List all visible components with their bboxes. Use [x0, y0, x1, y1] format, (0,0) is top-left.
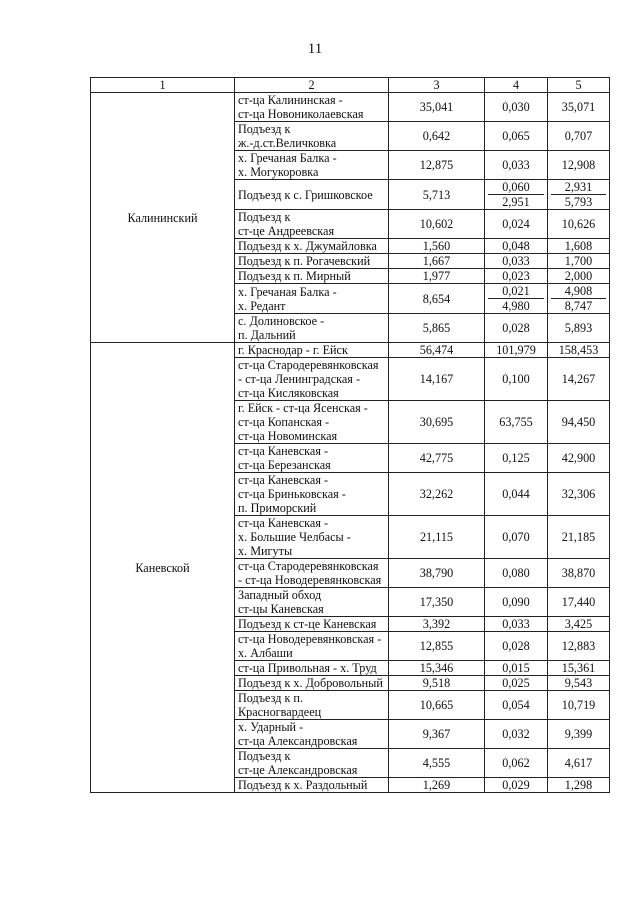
col5-value: 12,908	[548, 151, 610, 180]
road-name-line: п. Приморский	[238, 501, 317, 515]
col4-value: 0,048	[485, 239, 548, 254]
road-name-cell	[235, 676, 389, 691]
road-name-cell	[235, 239, 389, 254]
road-name-line: Подъезд к х. Добровольный	[238, 676, 383, 690]
road-name-line: - ст-ца Новодеревянковская	[238, 573, 382, 587]
road-name-line: г. Ейск - ст-ца Ясенская -	[238, 401, 368, 415]
road-name-line: ст-ца Калининская -	[238, 93, 343, 107]
road-name-line: ст-це Александровская	[238, 763, 358, 777]
col5-value: 12,883	[548, 632, 610, 661]
col4-value: 0,028	[485, 314, 548, 343]
col4-split-cell	[485, 180, 548, 210]
road-name-line: Подъезд к	[238, 122, 291, 136]
col3-value: 9,518	[389, 676, 485, 691]
col4-value: 0,032	[485, 720, 548, 749]
road-name-line: ст-ца Новодеревянковская -	[238, 632, 382, 646]
col4-value: 0,080	[485, 559, 548, 588]
col5-value: 4,908	[564, 284, 593, 298]
header-col-5: 5	[548, 78, 610, 93]
road-name-line: Красногвардеец	[238, 705, 322, 719]
col4-value: 0,028	[485, 632, 548, 661]
col4-value: 0,025	[485, 676, 548, 691]
col5-value: 42,900	[548, 444, 610, 473]
col5-value: 9,543	[548, 676, 610, 691]
road-name-line: х. Гречаная Балка -	[238, 151, 337, 165]
col3-value: 21,115	[389, 516, 485, 559]
road-name-line: Подъезд к ст-це Каневская	[238, 617, 377, 631]
col5-value: 21,185	[548, 516, 610, 559]
col5-split-cell	[548, 180, 610, 210]
road-name-cell	[235, 617, 389, 632]
col5-value: 15,361	[548, 661, 610, 676]
col3-value: 9,367	[389, 720, 485, 749]
road-name-line: Подъезд к х. Джумайловка	[238, 239, 377, 253]
split-stack	[488, 180, 544, 209]
road-name-line: Подъезд к п. Мирный	[238, 269, 351, 283]
road-name-line: ж.-д.ст.Величковка	[238, 136, 337, 150]
col5-value: 2,000	[548, 269, 610, 284]
road-name-line: ст-ца Александровская	[238, 734, 358, 748]
col3-value: 38,790	[389, 559, 485, 588]
road-name-cell	[235, 632, 389, 661]
col3-value: 5,865	[389, 314, 485, 343]
col5-value: 3,425	[548, 617, 610, 632]
col3-value: 12,875	[389, 151, 485, 180]
road-name-cell	[235, 473, 389, 516]
road-name-line: Западный обход	[238, 588, 322, 602]
road-name-line: х. Албаши	[238, 646, 293, 660]
col3-value: 5,713	[389, 180, 485, 210]
col4-value: 0,023	[485, 269, 548, 284]
col5-value: 4,617	[548, 749, 610, 778]
col3-value: 10,665	[389, 691, 485, 720]
road-name-line: х. Большие Челбасы -	[238, 530, 351, 544]
road-name-cell	[235, 284, 389, 314]
road-name-cell	[235, 778, 389, 793]
col5-value: 32,306	[548, 473, 610, 516]
col4-value: 4,980	[488, 298, 544, 313]
col4-value: 63,755	[485, 401, 548, 444]
col3-value: 0,642	[389, 122, 485, 151]
col3-value: 1,560	[389, 239, 485, 254]
road-name-line: ст-ца Привольная - х. Труд	[238, 661, 377, 675]
col5-value: 9,399	[548, 720, 610, 749]
road-name-line: с. Долиновское -	[238, 314, 325, 328]
road-name-cell	[235, 516, 389, 559]
district-cell: Калининский	[91, 93, 235, 343]
col4-value: 0,033	[485, 617, 548, 632]
table-row	[91, 93, 610, 122]
road-name-line: х. Ударный -	[238, 720, 304, 734]
road-name-cell	[235, 401, 389, 444]
col3-value: 14,167	[389, 358, 485, 401]
col4-value: 0,030	[485, 93, 548, 122]
road-name-line: Подъезд к	[238, 210, 291, 224]
road-name-line: ст-ца Березанская	[238, 458, 331, 472]
road-name-line: ст-ца Кисляковская	[238, 386, 339, 400]
col5-split-cell	[548, 284, 610, 314]
col3-value: 3,392	[389, 617, 485, 632]
table-body	[91, 78, 610, 793]
road-name-cell	[235, 151, 389, 180]
road-name-cell	[235, 122, 389, 151]
road-name-line: х. Редант	[238, 298, 286, 313]
roads-table	[90, 77, 610, 793]
district-cell: Каневской	[91, 343, 235, 793]
col5-value: 1,608	[548, 239, 610, 254]
col4-value: 0,100	[485, 358, 548, 401]
road-name-cell	[235, 661, 389, 676]
header-col-2: 2	[235, 78, 389, 93]
road-name-line: ст-ца Каневская -	[238, 516, 329, 530]
col3-value: 1,977	[389, 269, 485, 284]
road-name-cell	[235, 180, 389, 210]
col4-value: 0,029	[485, 778, 548, 793]
road-name-line: ст-ца Каневская -	[238, 473, 329, 487]
road-name-line: ст-цы Каневская	[238, 602, 324, 616]
road-name-line: ст-ца Новониколаевская	[238, 107, 364, 121]
road-name-cell	[235, 691, 389, 720]
col3-value: 8,654	[389, 284, 485, 314]
col4-value: 0,125	[485, 444, 548, 473]
road-name-line: г. Краснодар - г. Ейск	[238, 343, 348, 357]
col5-value: 1,298	[548, 778, 610, 793]
col3-value: 42,775	[389, 444, 485, 473]
col5-value: 10,719	[548, 691, 610, 720]
col3-value: 17,350	[389, 588, 485, 617]
road-name-cell	[235, 720, 389, 749]
col3-value: 12,855	[389, 632, 485, 661]
col4-value: 0,060	[502, 180, 530, 194]
col3-value: 1,269	[389, 778, 485, 793]
road-name-cell	[235, 254, 389, 269]
col5-value: 17,440	[548, 588, 610, 617]
road-name-cell	[235, 444, 389, 473]
col4-value: 0,033	[485, 254, 548, 269]
col4-value: 0,090	[485, 588, 548, 617]
road-name-cell	[235, 210, 389, 239]
col5-value: 5,793	[551, 194, 606, 209]
header-row	[91, 78, 610, 93]
col5-value: 38,870	[548, 559, 610, 588]
col4-value: 0,015	[485, 661, 548, 676]
road-name-cell	[235, 559, 389, 588]
road-name-line: Подъезд к	[238, 749, 291, 763]
col3-value: 35,041	[389, 93, 485, 122]
col3-value: 56,474	[389, 343, 485, 358]
page-number: 11	[307, 41, 323, 57]
road-name-line: Подъезд к п. Рогачевский	[238, 254, 371, 268]
col3-value: 30,695	[389, 401, 485, 444]
road-name-line: п. Дальний	[238, 328, 296, 342]
split-stack	[488, 284, 544, 313]
col3-value: 32,262	[389, 473, 485, 516]
col5-value: 94,450	[548, 401, 610, 444]
road-name-line: ст-ца Стародеревянковская	[238, 559, 379, 573]
road-name-cell	[235, 749, 389, 778]
road-name-cell	[235, 343, 389, 358]
header-col-3: 3	[389, 78, 485, 93]
col4-value: 2,951	[488, 194, 544, 209]
col4-value: 0,054	[485, 691, 548, 720]
col5-value: 35,071	[548, 93, 610, 122]
road-name-line: ст-це Андреевская	[238, 224, 335, 238]
col5-value: 10,626	[548, 210, 610, 239]
split-stack	[551, 284, 606, 313]
col5-value: 14,267	[548, 358, 610, 401]
col4-value: 0,065	[485, 122, 548, 151]
road-name-line: Подъезд к х. Раздольный	[238, 778, 368, 792]
road-name-line: ст-ца Каневская -	[238, 444, 329, 458]
road-name-line: Подъезд к п.	[238, 691, 303, 705]
col3-value: 1,667	[389, 254, 485, 269]
col4-value: 0,024	[485, 210, 548, 239]
road-name-cell	[235, 93, 389, 122]
col5-value: 5,893	[548, 314, 610, 343]
header-col-4: 4	[485, 78, 548, 93]
road-name-line: х. Гречаная Балка -	[238, 284, 337, 299]
col5-value: 0,707	[548, 122, 610, 151]
col5-value: 8,747	[551, 298, 606, 313]
road-name-cell	[235, 314, 389, 343]
road-name-line: ст-ца Стародеревянковская	[238, 358, 379, 372]
col4-value: 0,070	[485, 516, 548, 559]
road-name-line: ст-ца Копанская -	[238, 415, 330, 429]
col5-value: 2,931	[564, 180, 593, 194]
road-name-line: ст-ца Бриньковская -	[238, 487, 346, 501]
col3-value: 15,346	[389, 661, 485, 676]
road-name-cell	[235, 588, 389, 617]
table-row	[91, 343, 610, 358]
col4-value: 101,979	[485, 343, 548, 358]
col4-value: 0,044	[485, 473, 548, 516]
road-name-line: Подъезд к с. Гришковское	[238, 187, 373, 202]
col5-value: 1,700	[548, 254, 610, 269]
road-name-cell	[235, 269, 389, 284]
road-name-line: х. Мигуты	[238, 544, 293, 558]
col4-value: 0,062	[485, 749, 548, 778]
split-stack	[551, 180, 606, 209]
road-name-line: х. Могукоровка	[238, 165, 319, 179]
road-name-line: - ст-ца Ленинградская -	[238, 372, 361, 386]
road-name-line: ст-ца Новоминская	[238, 429, 338, 443]
col4-value: 0,021	[502, 284, 530, 298]
road-name-cell	[235, 358, 389, 401]
col3-value: 4,555	[389, 749, 485, 778]
header-col-1: 1	[91, 78, 235, 93]
col5-value: 158,453	[548, 343, 610, 358]
col4-split-cell	[485, 284, 548, 314]
col3-value: 10,602	[389, 210, 485, 239]
col4-value: 0,033	[485, 151, 548, 180]
